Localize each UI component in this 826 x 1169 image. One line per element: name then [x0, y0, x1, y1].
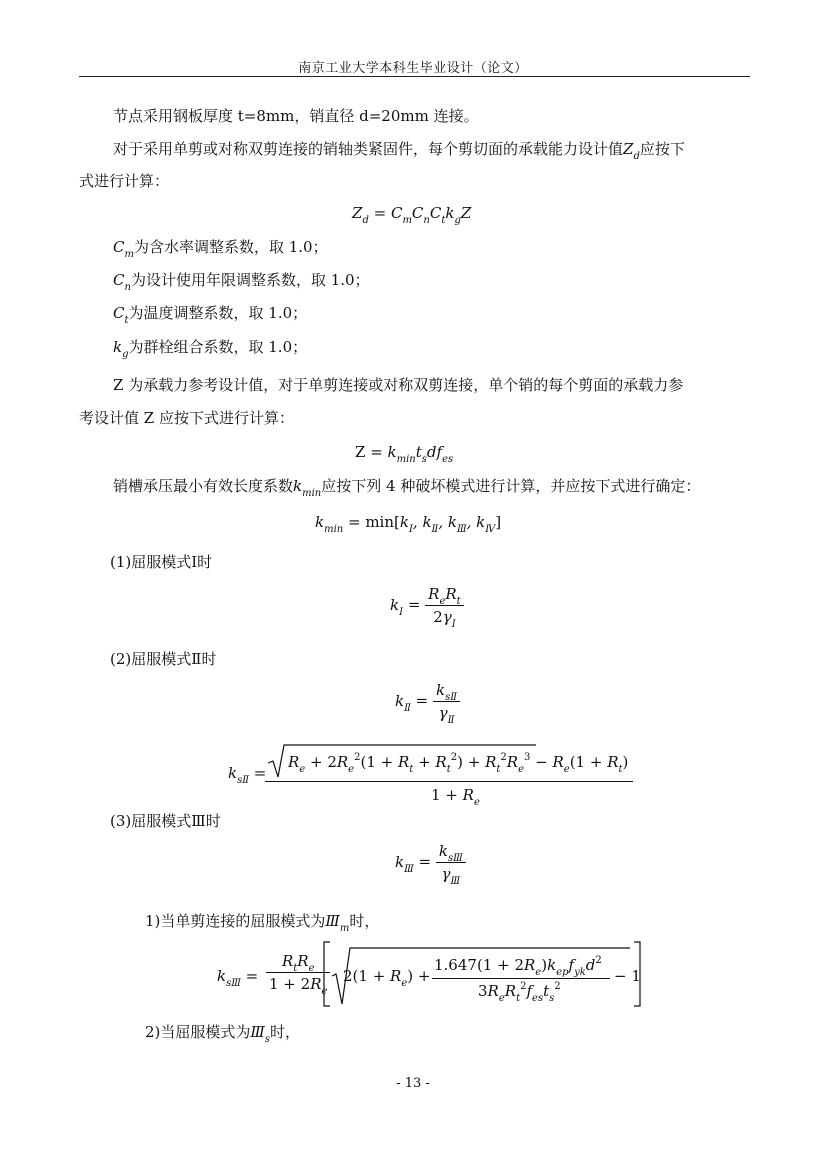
paragraph-reference-value-cont: 考设计值 Z 应按下式进行计算： — [79, 409, 294, 427]
equation-ks2-denominator: $1 + R_e$ — [431, 786, 480, 808]
equation-zd: $Z_d = C_mC_nC_tk_gZ$ — [352, 204, 472, 226]
heading-yield-mode-1: (1)屈服模式Ⅰ时 — [110, 553, 213, 571]
equation-ks3-denominator: $3R_eR_t^2f_{es}t_s^2$ — [478, 981, 561, 1004]
equation-kmin: $k_{min} = \min[k_Ⅰ$, $k_Ⅱ$, $k_Ⅲ$, $k_Ⅳ$] — [315, 513, 502, 535]
heading-yield-mode-3: (3)屈服模式Ⅲ时 — [110, 812, 221, 830]
equation-ks3-frac: $\frac{R_tR_e}{1 + 2R_e}$ — [266, 952, 330, 993]
equation-ks3-lhs: $k_{sⅢ}$ = — [217, 967, 259, 989]
equation-ks3-minus-one: − 1 — [614, 967, 641, 985]
equation-ks2-lhs: $k_{sⅡ}$ = — [228, 764, 267, 786]
text-fragment: 应按下 — [639, 140, 685, 158]
equation-ks3-term1: $2(1 + R_e)$ + — [343, 967, 431, 989]
case-yield-mode-3s: 2)当屈服模式为$Ⅲ_s$时， — [145, 1023, 301, 1045]
running-header: 南京工业大学本科生毕业设计（论文） — [298, 61, 528, 76]
definition-ct: $C_t$为温度调整系数，取 1.0； — [113, 304, 308, 326]
heading-yield-mode-2: (2)屈服模式Ⅱ时 — [110, 650, 217, 668]
definition-cn: $C_n$为设计使用年限调整系数，取 1.0； — [113, 271, 370, 293]
paragraph-continuation: 式进行计算： — [79, 172, 170, 190]
fraction-bar — [265, 781, 633, 782]
page-number: - 13 - — [396, 1076, 430, 1091]
definition-cm: $C_m$为含水率调整系数，取 1.0； — [113, 238, 328, 260]
paragraph-steel-plate: 节点采用钢板厚度 t=8mm，销直径 d=20mm 连接。 — [113, 107, 479, 125]
paragraph-kmin: 销槽承压最小有效长度系数$k_{min}$应按下列 4 种破坏模式进行计算，并应按下式进行确定： — [113, 477, 701, 499]
equation-k2: $k_Ⅱ$ = $\frac{k_{sⅡ}}{\gamma_Ⅱ}$ — [395, 681, 460, 722]
equation-k1: $k_Ⅰ$ = $\frac{R_eR_t}{2\gamma_Ⅰ}$ — [390, 585, 464, 626]
equation-ks2-numerator: $R_e + 2R_e^2(1 + R_t + R_t^2) + R_t^2R_e^3 - R_e(1 + R_t)$ — [288, 752, 629, 775]
fraction-bar — [432, 978, 610, 979]
definition-kg: $k_g$为群栓组合系数，取 1.0； — [113, 338, 308, 360]
header-rule — [79, 76, 750, 77]
equation-k3: $k_Ⅲ$ = $\frac{k_{sⅢ}}{\gamma_Ⅲ}$ — [395, 842, 466, 883]
symbol-zd: $Z_d$ — [623, 140, 640, 162]
paragraph-reference-value: Z 为承载力参考设计值，对于单剪连接或对称双剪连接，单个销的每个剪面的承载力参 — [113, 376, 684, 394]
equation-ks3-numerator: $1.647(1 + 2R_e)k_{ep}f_{yk}d^2$ — [434, 955, 602, 978]
text-fragment: 对于采用单剪或对称双剪连接的销轴类紧固件，每个剪切面的承载能力设计值 — [113, 140, 624, 158]
paragraph-design-value — [113, 141, 685, 160]
case-single-shear: 1)当单剪连接的屈服模式为$Ⅲ_m$时， — [145, 912, 380, 934]
equation-z: $Z = k_{min}t_sdf_{es}$ — [355, 443, 454, 465]
